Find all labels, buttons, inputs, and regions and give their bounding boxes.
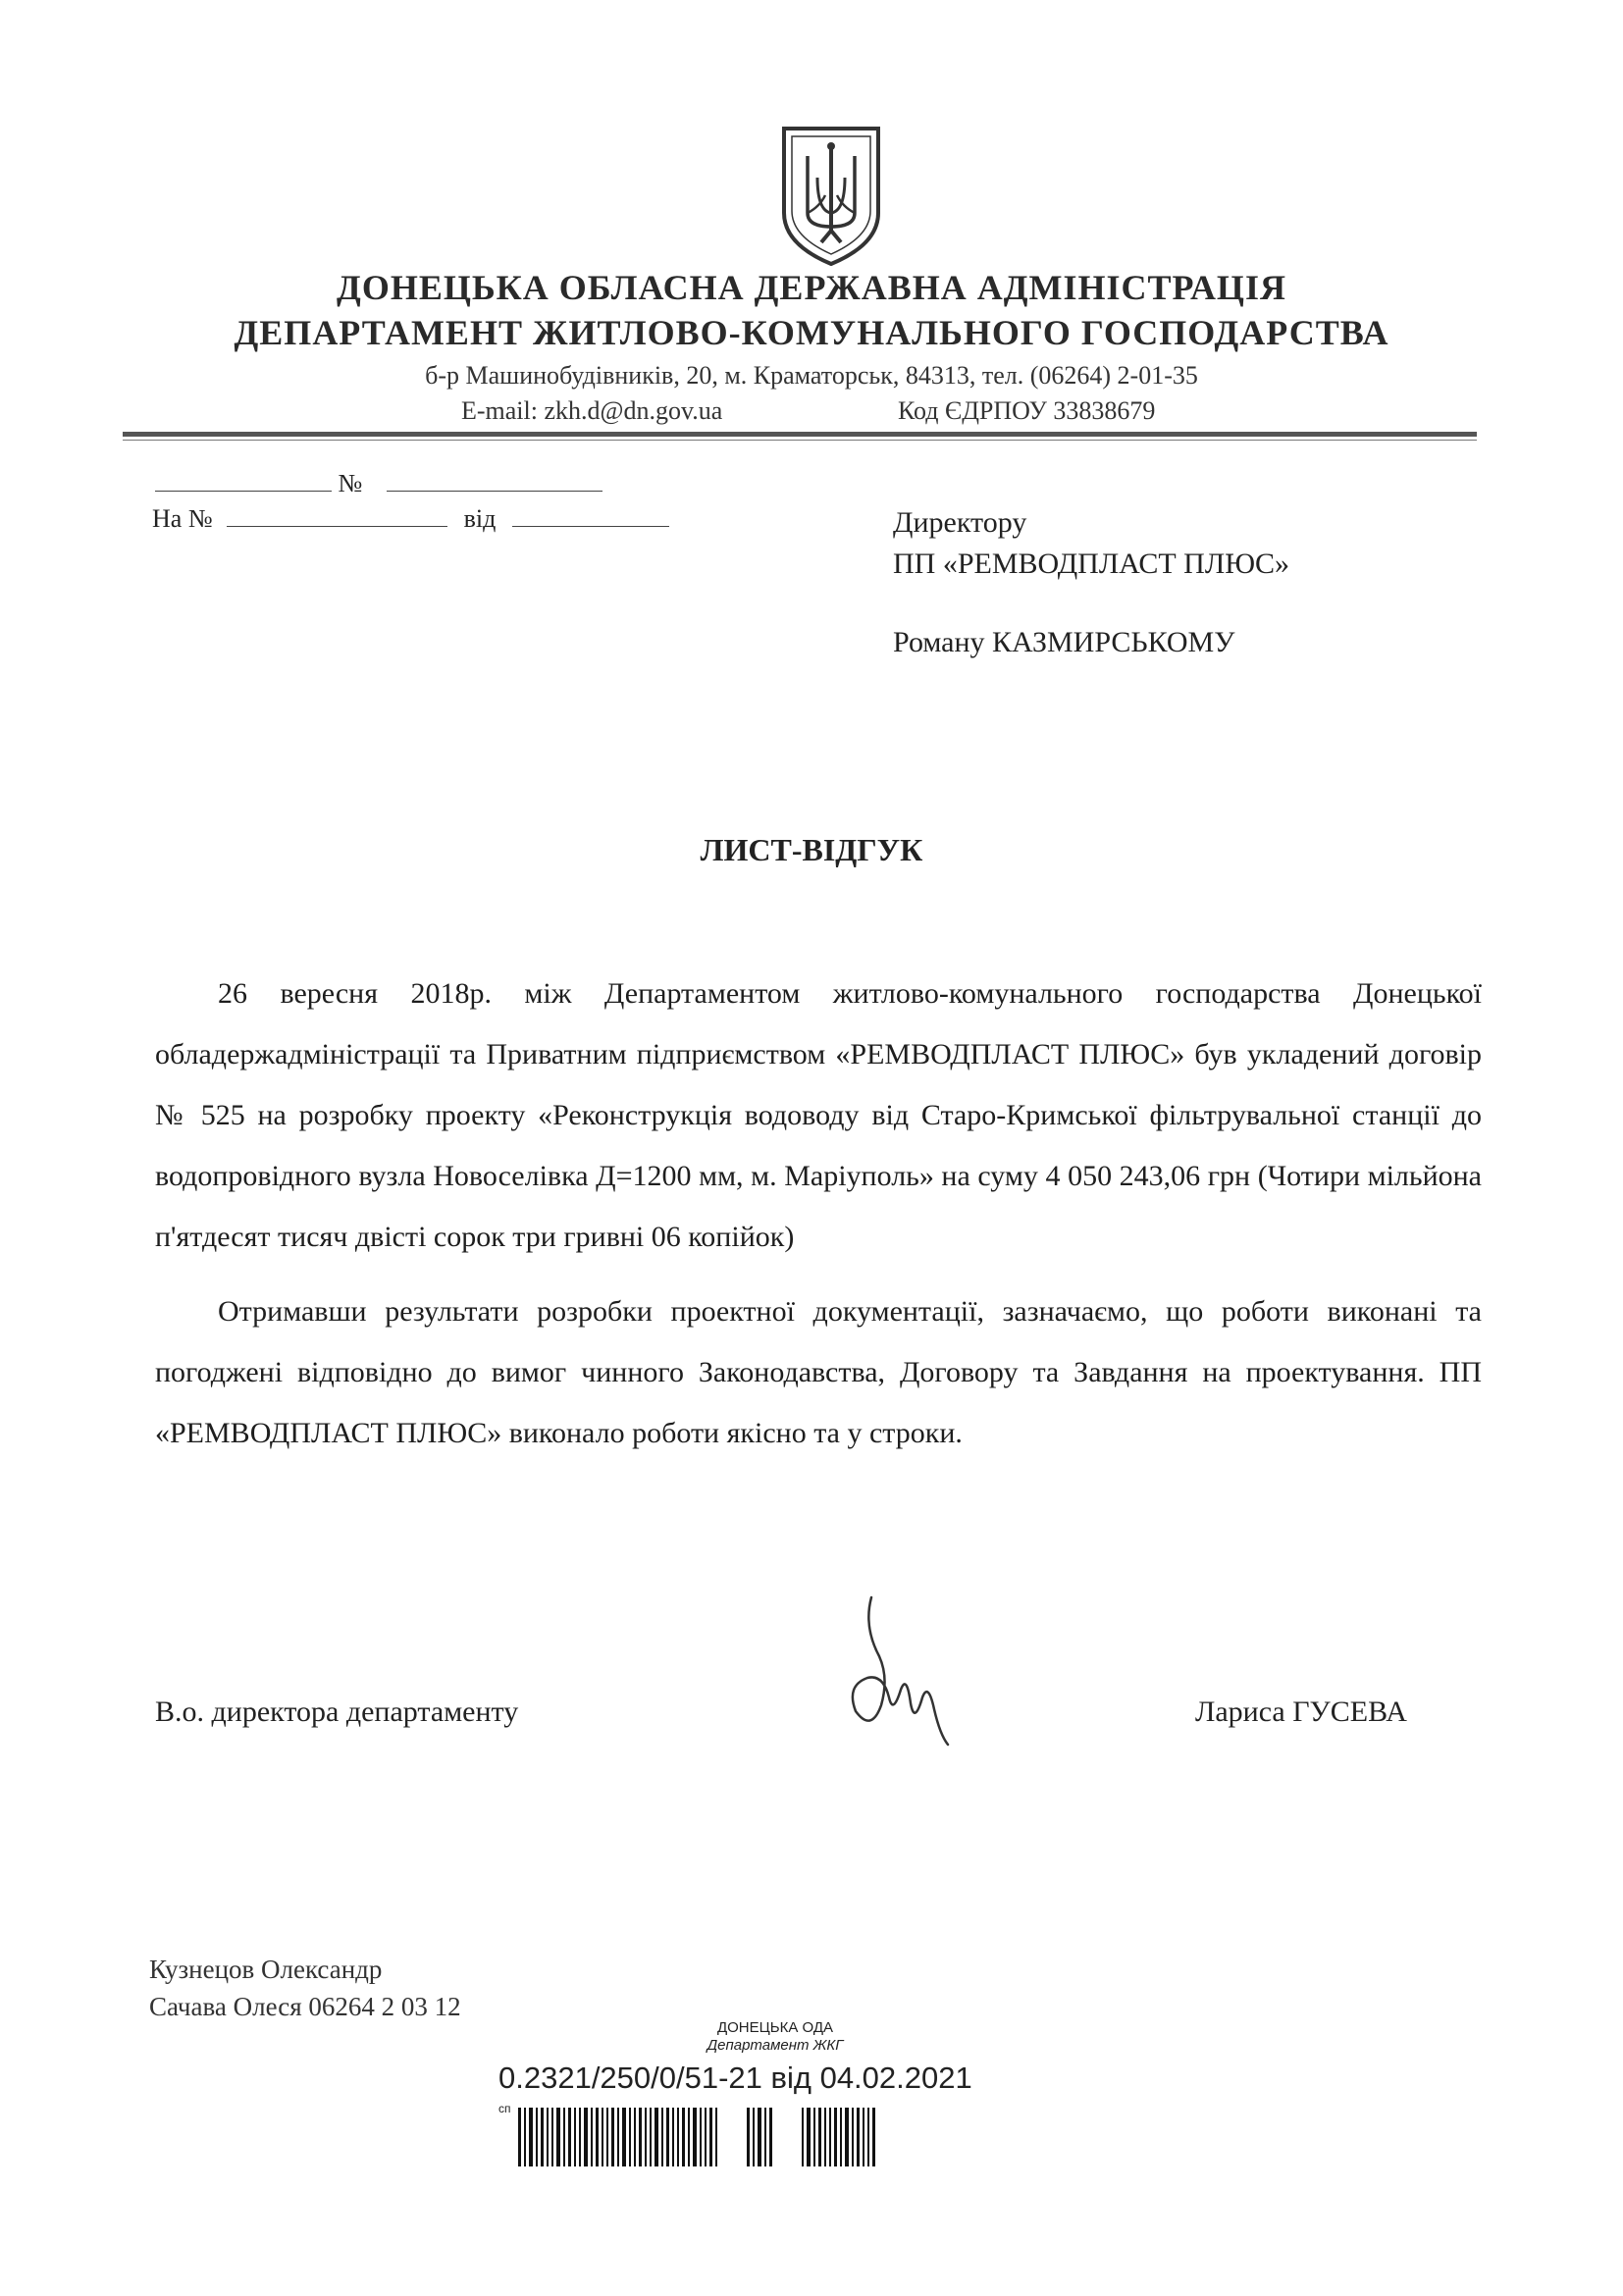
recipient-company: ПП «РЕМВОДПЛАСТ ПЛЮС» — [893, 548, 1290, 580]
recipient-position: Директору — [893, 506, 1027, 539]
letter-title: ЛИСТ-ВІДГУК — [700, 832, 923, 867]
recipient-name: Роману КАЗМИРСЬКОМУ — [893, 626, 1235, 658]
recipient-block — [893, 502, 1289, 663]
executor-1: Кузнецов Олександр — [149, 1955, 383, 1984]
stamp-dept: Департамент ЖКГ — [707, 2037, 844, 2054]
letter-paragraph-2: Отримавши результати розробки проектної документації, зазначаємо, що роботи виконані та погоджені відповідно до вимог чинного Законодавства, Договору та Завдання на проектування. ПП «РЕМВОДПЛАСТ ПЛЮС» виконало роботи якісно та у строки. — [155, 1295, 1482, 1449]
number-sign: № — [338, 469, 363, 497]
department-name: ДЕПАРТАМЕНТ ЖИТЛОВО-КОМУНАЛЬНОГО ГОСПОДАРСТВА — [234, 313, 1389, 352]
executor-2: Сачава Олеся 06264 2 03 12 — [149, 1992, 461, 2021]
letter-paragraph-1: 26 вересня 2018р. між Департаментом житлово-комунального господарства Донецької обладержадміністрації та Приватним підприємством «РЕМВОДПЛАСТ ПЛЮС» був укладений договір № 525 на розробку проекту «Реконструкція водоводу від Старо-Кримської фільтрувальної станції до водопровідного вузла Новоселівка Д=1200 мм, м. Маріуполь» на суму 4 050 243,06 грн (Чотири мільйона п'ятдесят тисяч двісті сорок три гривні 06 копійок) — [155, 977, 1482, 1253]
in-reply-label: На № — [152, 504, 213, 533]
header-divider — [123, 432, 1477, 437]
handwritten-signature — [824, 1588, 971, 1754]
from-label: від — [463, 504, 497, 533]
organization-name: ДОНЕЦЬКА ОБЛАСНА ДЕРЖАВНА АДМІНІСТРАЦІЯ — [337, 268, 1286, 307]
outgoing-reference — [155, 469, 602, 498]
registration-number: 0.2321/250/0/51-21 від 04.02.2021 — [498, 2061, 972, 2095]
email: E-mail: zkh.d@dn.gov.ua — [461, 396, 723, 425]
barcode — [518, 2108, 878, 2166]
signatory-name: Лариса ГУСЕВА — [1195, 1696, 1407, 1728]
stamp-org: ДОНЕЦЬКА ОДА — [716, 2019, 833, 2036]
signatory-position: В.о. директора департаменту — [155, 1696, 519, 1728]
incoming-reference — [152, 504, 669, 534]
address: б-р Машинобудівників, 20, м. Краматорськ, 84313, тел. (06264) 2-01-35 — [425, 361, 1198, 390]
edrpou-code: Код ЄДРПОУ 33838679 — [898, 396, 1156, 425]
executors-block — [149, 1951, 461, 2025]
coat-of-arms-icon — [778, 123, 884, 270]
header-divider-thin — [123, 440, 1477, 441]
stamp-prefix: сп — [498, 2102, 511, 2115]
